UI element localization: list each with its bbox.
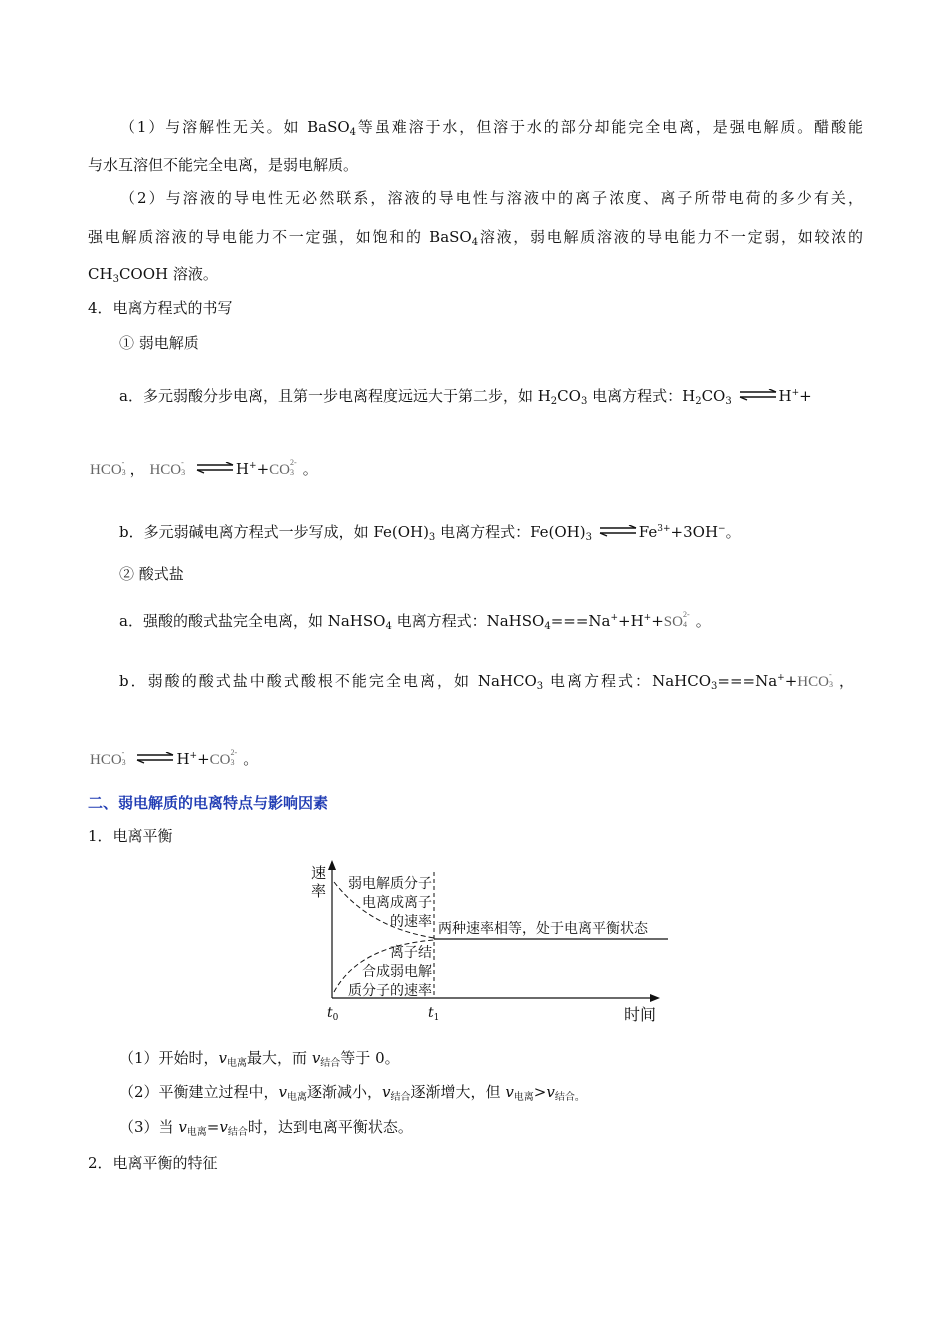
note-1: （1）开始时，$v_{电离}$最大，而 $v_{结合}$等于 0。 [119,1049,400,1069]
equation-line-nahco3: b．弱酸的酸式盐中酸式酸根不能完全电离，如 NaHCO$_3$ 电离方程式：NaHCO$_3$===Na++HCO - 3 ， [119,670,854,692]
equation-line-nahso4: a．强酸的酸式盐完全电离，如 NaHSO$_4$ 电离方程式：NaHSO$_4$===Na++H++SO 2- 4 。 [119,610,711,632]
upper-label-2: 电离成离子 [362,895,432,911]
ionization-equilibrium-figure [306,860,670,1026]
equilibrium-arrow-icon [599,525,637,537]
equilibrium-arrow-icon [739,389,777,401]
ion-hco3-3: HCO - 3 [797,670,833,690]
ion-hco3: HCO - 3 [90,458,126,478]
y-axis [328,860,336,998]
ion-hco3-4: HCO - 3 [90,748,126,768]
equilibrium-label: 两种速率相等，处于电离平衡状态 [438,921,648,937]
equation-line-hco3: HCO - 3 ， HCO - 3 H++CO 2- 3 。 [90,458,318,478]
equation-line-feoh3: b．多元弱碱电离方程式一步写成，如 $Fe(OH)_3$ 电离方程式：$Fe(OH)_3$ $Fe^{3+}+3OH^-$。 [119,523,741,543]
note-3: （3）当 $v_{电离}=v_{结合}$时，达到电离平衡状态。 [119,1118,413,1138]
t0-label: $t_0$ [327,1005,339,1023]
equation-line-h2co3: a．多元弱酸分步电离，且第一步电离程度远远大于第二步，如 $H_2CO_3$ 电离方程式：$H_2CO_3$ H++ [119,387,812,407]
y-label-1: 速 [311,864,327,882]
ion-so4: SO 2- 4 [663,610,690,630]
item-2-title: 2．电离平衡的特征 [88,1154,218,1172]
paragraph-1-line-2: 与水互溶但不能完全电离，是弱电解质。 [88,156,359,174]
section-heading: 二、弱电解质的电离特点与影响因素 [88,794,329,812]
x-label: 时间 [624,1005,657,1024]
note-2: （2）平衡建立过程中，$v_{电离}$逐渐减小，$v_{结合}$逐渐增大，但 $v_{电离}>v_{结合。}$ [119,1083,585,1103]
paragraph-1-line-1: （1）与溶解性无关。如 BaSO$_4$等虽难溶于水，但溶于水的部分却能完全电离，是强电解质。醋酸能 [120,118,863,138]
paragraph-2-line-3: $CH_3COOH$ 溶液。 [88,265,218,285]
y-label-2: 率 [311,882,327,900]
upper-label-3: 的速率 [390,914,432,930]
equilibrium-arrow-icon [136,752,174,764]
upper-label-1: 弱电解质分子 [348,876,432,892]
equilibrium-arrow-icon [196,462,234,474]
ion-co3: CO 2- 3 [269,458,297,478]
section-4-title: 4．电离方程式的书写 [88,299,233,317]
ion-co3-2: CO 2- 3 [209,748,238,768]
paragraph-2-line-2: 强电解质溶液的导电能力不一定强，如饱和的 BaSO$_4$溶液，弱电解质溶液的导电能力不一定弱，如较浓的 [88,228,863,248]
subheading-acid-salt: ② 酸式盐 [119,565,184,583]
lower-label-3: 质分子的速率 [348,983,432,999]
subheading-weak-electrolyte: ① 弱电解质 [119,334,199,352]
equation-line-hco3-dissociation: HCO - 3 H++CO 2- 3 。 [90,748,259,768]
paragraph-2-line-1: （2）与溶液的导电性无必然联系，溶液的导电性与溶液中的离子浓度、离子所带电荷的多少有关， [120,189,863,207]
ion-hco3-2: HCO - 3 [149,458,186,478]
item-1-title: 1．电离平衡 [88,827,173,845]
lower-label-1: 离子结 [390,945,432,961]
t1-label: $t_1$ [428,1005,440,1023]
lower-label-2: 合成弱电解 [362,964,432,980]
